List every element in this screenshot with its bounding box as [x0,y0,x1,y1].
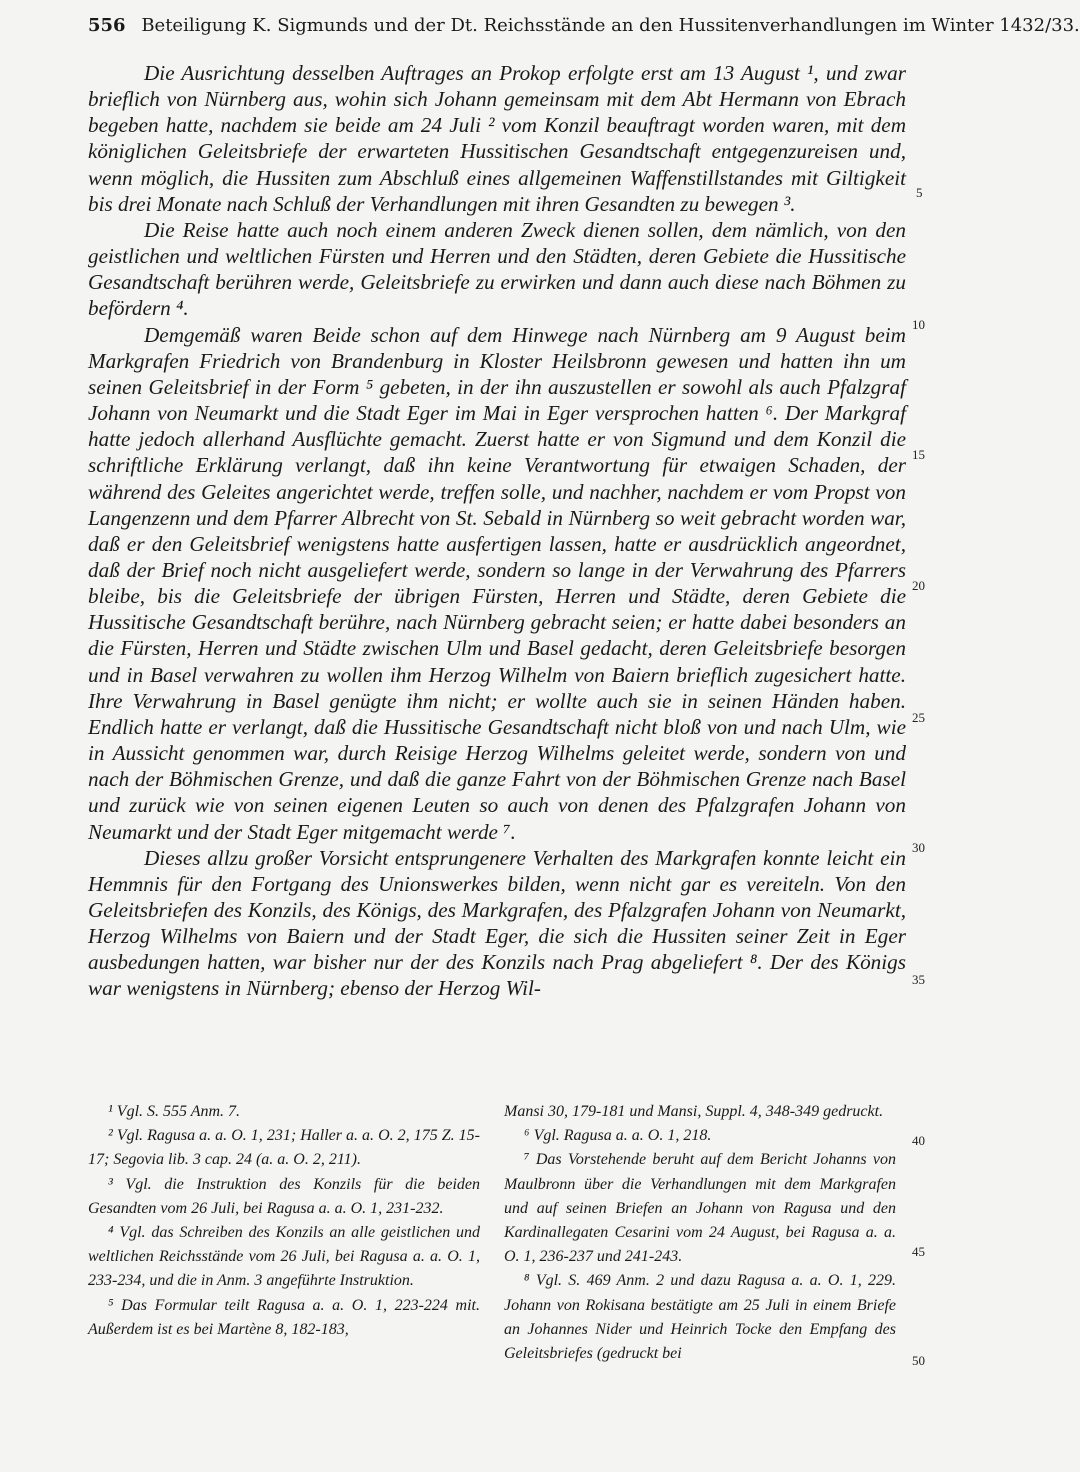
line-number: 50 [912,1353,925,1368]
page-number: 556 [88,15,126,36]
footnotes-right-column [504,1100,896,1366]
line-number: 45 [912,1244,925,1259]
footnotes-left-column [88,1100,480,1342]
line-number: 20 [912,578,925,593]
footnote: ³ Vgl. die Instruktion des Konzils für die beiden Gesandten vom 26 Juli, bei Ragusa a. a. O. 1, 231-232. [88,1175,480,1217]
paragraph: Die Reise hatte auch noch einem anderen Zweck dienen sollen, dem nämlich, von den geistlichen und weltlichen Fürsten und Herren und den Städten, deren Gebiete die Hussitische Gesandtschaft berühren werde, Geleitsbriefe zu erwirken und dann auch diese nach Böhmen zu befördern ⁴. [88,217,906,321]
footnote: ⁶ Vgl. Ragusa a. a. O. 1, 218. [524,1127,712,1145]
line-number: 40 [912,1133,925,1148]
paragraph: Demgemäß waren Beide schon auf dem Hinwege nach Nürnberg am 9 August beim Markgrafen Friedrich von Brandenburg in Kloster Heilsbronn gewesen und hatten ihn um seinen Geleitsbrief in der Form ⁵ gebeten, in der ihn auszustellen er sowohl als auch Pfalzgraf Johann von Neumarkt und die Stadt Eger im Mai in Eger versprochen hatten ⁶. Der Markgraf hatte jedoch allerhand Ausflüchte gemacht. Zuerst hatte er von Sigmund und dem Konzil die schriftliche Erklärung verlangt, daß ihn keine Verantwortung für etwaigen Schaden, der während des Geleites angerichtet werde, treffen solle, und nachher, nachdem er vom Propst von Langenzenn und dem Pfarrer Albrecht von St. Sebald in Nürnberg so weit gebracht worden war, daß er den Geleitsbrief wenigstens hatte ausfertigen lassen, hatte er ausdrücklich angeordnet, daß der Brief noch nicht ausgeliefert werde, sondern so lange in der Verwahrung des Pfarrers bleibe, bis die Geleitsbriefe der übrigen Fürsten, Herren und Städte, deren Gebiete die Hussitische Gesandtschaft berühre, nach Nürnberg gebracht seien; er hatte dabei besonders an die Fürsten, Herren und Städte zwischen Ulm und Basel gedacht, deren Geleitsbriefe besorgen und in Basel verwahren zu wollen ihm Herzog Wilhelm von Baiern brieflich zugesichert hatte. Ihre Verwahrung in Basel genügte ihm nicht; er wollte auch sie in seinen Händen haben. Endlich hatte er verlangt, daß die Hussitische Gesandtschaft nicht bloß von und nach Ulm, wie in Aussicht genommen war, durch Reisige Herzog Wilhelms geleitet werde, sondern von und nach der Böhmischen Grenze, und daß die ganze Fahrt von der Böhmischen Grenze nach Basel und zurück wie von seinen eigenen Leuten so auch von denen des Pfalzgrafen Johann von Neumarkt und der Stadt Eger mitgemacht werde ⁷. [88,322,906,844]
line-number: 30 [912,840,925,855]
paragraph: Die Ausrichtung desselben Auftrages an Prokop erfolgte erst am 13 August ¹, und zwar brieflich von Nürnberg aus, wohin sich Johann gemeinsam mit dem Abt Hermann von Ebrach begeben hatte, nachdem sie beide am 24 Juli ² vom Konzil beauftragt worden waren, mit dem königlichen Geleitsbriefe der erwarteten Hussitischen Gesandtschaft entgegenzureisen und, wenn möglich, die Hussiten zum Abschluß eines allgemeinen Waffenstillstandes mit Giltigkeit bis drei Monate nach Schluß der Verhandlungen mit ihren Gesandten zu bewegen ³. [88,61,906,216]
line-number: 35 [912,972,925,987]
footnote: ⁴ Vgl. das Schreiben des Konzils an alle geistlichen und weltlichen Reichsstände vom 26 Juli, bei Ragusa a. a. O. 1, 233-234, und die in Anm. 3 angeführte Instruktion. [88,1224,480,1290]
footnote: ² Vgl. Ragusa a. a. O. 1, 231; Haller a. a. O. 2, 175 Z. 15-17; Segovia lib. 3 cap. 24 (a. a. O. 2, 211). [88,1127,480,1169]
line-number: 25 [912,710,925,725]
line-number: 10 [912,317,925,332]
footnote: ⁸ Vgl. S. 469 Anm. 2 und dazu Ragusa a. a. O. 1, 229. Johann von Rokisana bestätigte am 25 Juli in einem Briefe an Johannes Nider und Heinrich Tocke den Empfang des Geleitsbriefes (gedruckt bei [504,1272,896,1363]
running-header [88,14,1080,38]
footnote-continuation: Mansi 30, 179-181 und Mansi, Suppl. 4, 348-349 gedruckt. [504,1103,884,1120]
line-number: 15 [912,447,925,462]
footnote: ⁵ Das Formular teilt Ragusa a. a. O. 1, 223-224 mit. Außerdem ist es bei Martène 8, 182-183, [88,1296,480,1338]
main-text [88,60,906,1002]
footnote: ⁷ Das Vorstehende beruht auf dem Bericht Johanns von Maulbronn über die Verhandlungen mit dem Markgrafen und auf seinen Briefen an Johann von Ragusa und den Kardinallegaten Cesarini vom 24 August, bei Ragusa a. a. O. 1, 236-237 und 241-243. [504,1151,896,1266]
paragraph: Dieses allzu großer Vorsicht entsprungenere Verhalten des Markgrafen konnte leicht ein Hemmnis für den Fortgang des Unionswerkes bilden, wenn nicht gar es vereiteln. Von den Geleitsbriefen des Konzils, des Königs, des Markgrafen, des Pfalzgrafen Johann von Neumarkt, Herzog Wilhelms von Baiern und der Stadt Eger, die sich die Hussiten seiner Zeit in Eger ausbedungen hatten, war bisher nur der des Konzils nach Prag abgeliefert ⁸. Der des Königs war wenigstens in Nürnberg; ebenso der Herzog Wil- [88,845,906,1001]
line-number: 5 [916,185,923,200]
footnote: ¹ Vgl. S. 555 Anm. 7. [108,1103,241,1120]
running-title: Beteiligung K. Sigmunds und der Dt. Reichsstände an den Hussitenverhandlungen im Winter 1432/33. [141,15,1080,36]
